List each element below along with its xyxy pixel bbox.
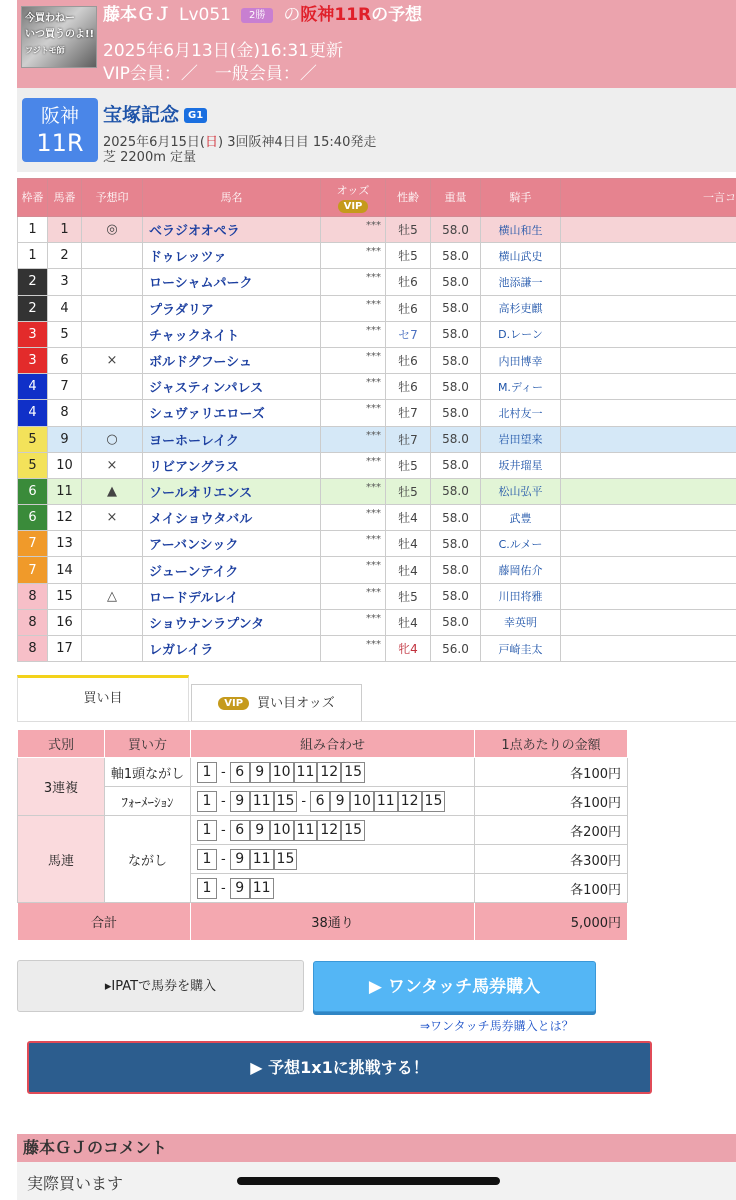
- odds-cell: ***: [321, 217, 386, 243]
- jockey-link[interactable]: 内田博幸: [481, 347, 561, 373]
- combo-number: 1: [197, 820, 217, 841]
- weight-cell: 58.0: [431, 478, 481, 504]
- horse-row: [18, 426, 736, 452]
- col-bet-amount: 1点あたりの金額: [475, 730, 628, 758]
- horse-number-cell: 9: [48, 426, 82, 452]
- combo-number: 15: [422, 791, 446, 812]
- combo-group: [310, 791, 445, 812]
- horse-row: [18, 636, 736, 662]
- comment-cell: [561, 636, 736, 662]
- combo-number: 9: [230, 849, 250, 870]
- race-highlight: 阪神11R: [300, 5, 372, 25]
- combo-number: 6: [230, 820, 250, 841]
- combo-number: 10: [350, 791, 374, 812]
- horse-number-cell: 14: [48, 557, 82, 583]
- bet-combo-cell: [191, 874, 475, 903]
- bet-amount-cell: 各100円: [475, 874, 628, 903]
- odds-cell: ***: [321, 321, 386, 347]
- onetouch-help-link[interactable]: ⇒ワンタッチ馬券購入とは？: [420, 1019, 574, 1033]
- combo-separator: -: [221, 764, 226, 780]
- horse-row: [18, 478, 736, 504]
- odds-cell: ***: [321, 295, 386, 321]
- combo-group: [197, 791, 217, 812]
- sex-age-cell: 牡6: [386, 374, 431, 400]
- jockey-link[interactable]: 戸崎圭太: [481, 636, 561, 662]
- horse-row: [18, 531, 736, 557]
- bet-combo-cell: [191, 845, 475, 874]
- avatar-text-2: いつ買うのよ!!: [25, 29, 95, 40]
- title-tail: の予想: [371, 5, 423, 25]
- combo-number: 15: [274, 791, 298, 812]
- combo-group: [230, 820, 365, 841]
- comment-cell: [561, 243, 736, 269]
- weight-cell: 58.0: [431, 321, 481, 347]
- sex-age-cell: 牡5: [386, 583, 431, 609]
- horse-name-link[interactable]: ヨーホーレイク: [143, 426, 321, 452]
- total-amount: 5,000円: [475, 903, 628, 941]
- combo-separator: -: [221, 793, 226, 809]
- waku-cell: 8: [18, 583, 48, 609]
- ipat-purchase-button[interactable]: ▸IPATで馬券を購入: [17, 960, 304, 1012]
- jockey-link[interactable]: 川田将雅: [481, 583, 561, 609]
- bet-combo-cell: [191, 758, 475, 787]
- horse-name-link[interactable]: アーバンシック: [143, 531, 321, 557]
- mark-cell: ×: [82, 347, 143, 373]
- col-bet-type: 式別: [18, 730, 105, 758]
- combo-group: [230, 762, 365, 783]
- odds-cell: ***: [321, 557, 386, 583]
- odds-vip-badge: VIP: [338, 200, 369, 213]
- mark-cell: [82, 636, 143, 662]
- odds-cell: ***: [321, 636, 386, 662]
- horse-number-cell: 3: [48, 269, 82, 295]
- horse-table-header: [18, 179, 736, 217]
- combo-group: [230, 878, 274, 899]
- vip-badge: VIP: [218, 697, 249, 710]
- sex-age-cell: 牝4: [386, 636, 431, 662]
- col-sex-age: 性齢: [386, 179, 431, 217]
- horse-name-link[interactable]: ベラジオオペラ: [143, 217, 321, 243]
- horse-row: [18, 557, 736, 583]
- horse-number-cell: 1: [48, 217, 82, 243]
- jockey-link[interactable]: 横山和生: [481, 217, 561, 243]
- comment-cell: [561, 295, 736, 321]
- horse-name-link[interactable]: リビアングラス: [143, 452, 321, 478]
- horse-number-cell: 15: [48, 583, 82, 609]
- comment-cell: [561, 269, 736, 295]
- weight-cell: 58.0: [431, 374, 481, 400]
- total-label: 合計: [18, 903, 191, 941]
- combo-number: 1: [197, 762, 217, 783]
- waku-cell: 5: [18, 452, 48, 478]
- combo-number: 15: [274, 849, 298, 870]
- combo-group: [197, 762, 217, 783]
- horse-name-link[interactable]: ドゥレッツァ: [143, 243, 321, 269]
- combo-separator: -: [221, 851, 226, 867]
- mark-cell: △: [82, 583, 143, 609]
- odds-cell: ***: [321, 609, 386, 635]
- venue-name: 阪神: [40, 105, 79, 127]
- odds-cell: ***: [321, 583, 386, 609]
- combo-number: 9: [250, 762, 270, 783]
- sex-age-cell: 牡4: [386, 557, 431, 583]
- horse-row: [18, 400, 736, 426]
- comment-cell: [561, 217, 736, 243]
- comment-cell: [561, 531, 736, 557]
- combo-separator: -: [221, 880, 226, 896]
- bet-amount-cell: 各200円: [475, 816, 628, 845]
- race-date-suffix: ) 3回阪神4日目 15:40発走: [218, 135, 377, 150]
- mark-cell: ×: [82, 452, 143, 478]
- horse-number-cell: 11: [48, 478, 82, 504]
- grade-badge: G1: [184, 108, 207, 123]
- bet-amount-cell: 各100円: [475, 758, 628, 787]
- odds-cell: ***: [321, 426, 386, 452]
- sex-age-cell: 牡7: [386, 426, 431, 452]
- odds-cell: ***: [321, 478, 386, 504]
- bets-table-body: [18, 758, 628, 941]
- horse-number-cell: 17: [48, 636, 82, 662]
- horse-name-link[interactable]: ボルドグフーシュ: [143, 347, 321, 373]
- waku-cell: 8: [18, 636, 48, 662]
- weight-cell: 58.0: [431, 452, 481, 478]
- sex-age-cell: 牡4: [386, 609, 431, 635]
- wins-badge: 2勝: [241, 8, 273, 23]
- combo-number: 11: [374, 791, 398, 812]
- col-comment: 一言コ: [561, 179, 736, 217]
- col-weight: 重量: [431, 179, 481, 217]
- jockey-link[interactable]: M.ディー: [481, 374, 561, 400]
- bets-table: [17, 729, 628, 941]
- col-jockey: 騎手: [481, 179, 561, 217]
- horse-row: [18, 374, 736, 400]
- bet-amount-cell: 各300円: [475, 845, 628, 874]
- combo-number: 6: [230, 762, 250, 783]
- combo-number: 12: [317, 762, 341, 783]
- col-bet-combo: 組み合わせ: [191, 730, 475, 758]
- jockey-link[interactable]: 高杉吏麒: [481, 295, 561, 321]
- waku-cell: 1: [18, 243, 48, 269]
- comment-cell: [561, 452, 736, 478]
- horse-table: [17, 178, 736, 662]
- sex-age-cell: 牡5: [386, 217, 431, 243]
- combo-number: 9: [250, 820, 270, 841]
- race-conditions: 芝 2200m 定量: [103, 150, 197, 165]
- jockey-link[interactable]: C.ルメー: [481, 531, 561, 557]
- bet-combo-cell: [191, 816, 475, 845]
- mark-cell: [82, 557, 143, 583]
- mark-cell: [82, 243, 143, 269]
- weight-cell: 58.0: [431, 295, 481, 321]
- waku-cell: 1: [18, 217, 48, 243]
- horse-number-cell: 12: [48, 505, 82, 531]
- user-avatar[interactable]: [21, 6, 97, 68]
- horse-row: [18, 217, 736, 243]
- combo-number: 15: [341, 820, 365, 841]
- jockey-link[interactable]: 武豊: [481, 505, 561, 531]
- bet-type-cell: 3連複: [18, 758, 105, 816]
- odds-cell: ***: [321, 531, 386, 557]
- race-date-day: 日: [204, 135, 218, 150]
- header-title: [103, 4, 422, 26]
- bet-row: [18, 816, 628, 845]
- sex-age-cell: 牡5: [386, 243, 431, 269]
- col-odds: [321, 179, 386, 217]
- bet-type-cell: 馬連: [18, 816, 105, 903]
- avatar-text-1: 今買わねー: [25, 13, 75, 24]
- mark-cell: [82, 400, 143, 426]
- jockey-link[interactable]: 岩田望来: [481, 426, 561, 452]
- comment-cell: [561, 557, 736, 583]
- col-waku: 枠番: [18, 179, 48, 217]
- waku-cell: 3: [18, 347, 48, 373]
- combo-number: 11: [250, 878, 274, 899]
- mark-cell: [82, 531, 143, 557]
- combo-group: [197, 820, 217, 841]
- tab-buy-odds[interactable]: [191, 684, 362, 721]
- sex-age-cell: 牡6: [386, 347, 431, 373]
- horse-name-link[interactable]: ロードデルレイ: [143, 583, 321, 609]
- comment-cell: [561, 347, 736, 373]
- horse-row: [18, 321, 736, 347]
- comment-cell: [561, 505, 736, 531]
- horse-number-cell: 13: [48, 531, 82, 557]
- odds-cell: ***: [321, 452, 386, 478]
- sex-age-cell: 牡5: [386, 452, 431, 478]
- combo-number: 1: [197, 878, 217, 899]
- weight-cell: 56.0: [431, 636, 481, 662]
- header-no-text: の: [283, 5, 301, 25]
- waku-cell: 2: [18, 269, 48, 295]
- weight-cell: 58.0: [431, 243, 481, 269]
- horse-number-cell: 10: [48, 452, 82, 478]
- combo-group: [197, 878, 217, 899]
- mark-cell: ◎: [82, 217, 143, 243]
- comment-cell: [561, 426, 736, 452]
- mark-cell: ▲: [82, 478, 143, 504]
- horse-name-link[interactable]: チャックネイト: [143, 321, 321, 347]
- comment-cell: [561, 400, 736, 426]
- venue-badge: [22, 98, 98, 162]
- weight-cell: 58.0: [431, 609, 481, 635]
- combo-number: 9: [230, 878, 250, 899]
- combo-number: 12: [317, 820, 341, 841]
- odds-cell: ***: [321, 374, 386, 400]
- bet-method-cell: ながし: [105, 816, 191, 903]
- comment-title: 藤本ＧＪのコメント: [17, 1134, 736, 1162]
- waku-cell: 6: [18, 505, 48, 531]
- sex-age-cell: セ7: [386, 321, 431, 347]
- horse-name-link[interactable]: ソールオリエンス: [143, 478, 321, 504]
- horse-name-link[interactable]: レガレイラ: [143, 636, 321, 662]
- tab-buy[interactable]: 買い目: [17, 675, 189, 721]
- combo-separator: -: [301, 793, 307, 809]
- combo-number: 11: [250, 791, 274, 812]
- waku-cell: 2: [18, 295, 48, 321]
- mark-cell: [82, 374, 143, 400]
- total-count: 38通り: [191, 903, 475, 941]
- jockey-link[interactable]: 池添謙一: [481, 269, 561, 295]
- avatar-text-3: フジトモ師: [25, 46, 65, 55]
- horse-name-link[interactable]: シュヴァリエローズ: [143, 400, 321, 426]
- bets-table-header: [18, 730, 628, 758]
- weight-cell: 58.0: [431, 531, 481, 557]
- combo-number: 11: [250, 849, 274, 870]
- author-name-link[interactable]: 藤本ＧＪ: [103, 5, 171, 25]
- col-mark: 予想印: [82, 179, 143, 217]
- horse-row: [18, 583, 736, 609]
- horse-row: [18, 452, 736, 478]
- combo-number: 12: [398, 791, 422, 812]
- comment-cell: [561, 478, 736, 504]
- bet-amount-cell: 各100円: [475, 787, 628, 816]
- horse-number-cell: 5: [48, 321, 82, 347]
- mark-cell: ×: [82, 505, 143, 531]
- mark-cell: [82, 609, 143, 635]
- weight-cell: 58.0: [431, 217, 481, 243]
- waku-cell: 5: [18, 426, 48, 452]
- col-num: 馬番: [48, 179, 82, 217]
- bet-combo-cell: [191, 787, 475, 816]
- col-bet-method: 買い方: [105, 730, 191, 758]
- col-name: 馬名: [143, 179, 321, 217]
- waku-cell: 4: [18, 374, 48, 400]
- waku-cell: 3: [18, 321, 48, 347]
- combo-number: 11: [294, 820, 318, 841]
- combo-group: [197, 849, 217, 870]
- horse-row: [18, 269, 736, 295]
- sex-age-cell: 牡5: [386, 478, 431, 504]
- odds-cell: ***: [321, 243, 386, 269]
- horse-number-cell: 2: [48, 243, 82, 269]
- col-odds-label: オッズ: [336, 183, 370, 197]
- bet-row: [18, 758, 628, 787]
- combo-number: 9: [330, 791, 350, 812]
- challenge-button[interactable]: ▶ 予想1x1に挑戦する！: [27, 1041, 652, 1094]
- sex-age-cell: 牡7: [386, 400, 431, 426]
- home-indicator[interactable]: [237, 1177, 500, 1185]
- odds-cell: ***: [321, 400, 386, 426]
- jockey-link[interactable]: 藤岡佑介: [481, 557, 561, 583]
- comment-cell: [561, 583, 736, 609]
- weight-cell: 58.0: [431, 583, 481, 609]
- combo-group: [230, 849, 298, 870]
- bet-row: [18, 787, 628, 816]
- waku-cell: 8: [18, 609, 48, 635]
- comment-cell: [561, 609, 736, 635]
- waku-cell: 7: [18, 557, 48, 583]
- updated-timestamp: 2025年6月13日(金)16:31更新: [103, 41, 343, 61]
- comment-cell: [561, 374, 736, 400]
- horse-name-link[interactable]: ショウナンラプンタ: [143, 609, 321, 635]
- bet-method-cell: 軸1頭ながし: [105, 758, 191, 787]
- race-name: [103, 100, 207, 127]
- onetouch-purchase-button[interactable]: ▶ ワンタッチ馬券購入: [313, 961, 596, 1012]
- horse-number-cell: 4: [48, 295, 82, 321]
- comment-cell: [561, 321, 736, 347]
- combo-number: 6: [310, 791, 330, 812]
- horse-name-link[interactable]: メイショウタバル: [143, 505, 321, 531]
- horse-name-link[interactable]: ジューンテイク: [143, 557, 321, 583]
- mark-cell: ○: [82, 426, 143, 452]
- combo-group: [230, 791, 298, 812]
- weight-cell: 58.0: [431, 347, 481, 373]
- sex-age-cell: 牡4: [386, 531, 431, 557]
- odds-cell: ***: [321, 269, 386, 295]
- odds-cell: ***: [321, 347, 386, 373]
- horse-row: [18, 295, 736, 321]
- waku-cell: 7: [18, 531, 48, 557]
- bet-total-row: [18, 903, 628, 941]
- combo-number: 1: [197, 849, 217, 870]
- horse-number-cell: 6: [48, 347, 82, 373]
- race-number: 11R: [36, 129, 84, 157]
- jockey-link[interactable]: D.レーン: [481, 321, 561, 347]
- horse-row: [18, 609, 736, 635]
- race-name-text: 宝塚記念: [103, 104, 180, 126]
- weight-cell: 58.0: [431, 557, 481, 583]
- tab-buy-odds-label: 買い目オッズ: [257, 696, 335, 711]
- mark-cell: [82, 269, 143, 295]
- horse-row: [18, 505, 736, 531]
- jockey-link[interactable]: 横山武史: [481, 243, 561, 269]
- horse-name-link[interactable]: プラダリア: [143, 295, 321, 321]
- horse-name-link[interactable]: ローシャムパーク: [143, 269, 321, 295]
- sex-age-cell: 牡6: [386, 295, 431, 321]
- combo-separator: -: [221, 822, 226, 838]
- membership-info: VIP会員：／ 一般会員：／: [103, 64, 317, 84]
- waku-cell: 4: [18, 400, 48, 426]
- sex-age-cell: 牡4: [386, 505, 431, 531]
- jockey-link[interactable]: 幸英明: [481, 609, 561, 635]
- mark-cell: [82, 295, 143, 321]
- horse-row: [18, 243, 736, 269]
- combo-number: 15: [341, 762, 365, 783]
- weight-cell: 58.0: [431, 426, 481, 452]
- mark-cell: [82, 321, 143, 347]
- horse-number-cell: 7: [48, 374, 82, 400]
- horse-name-link[interactable]: ジャスティンパレス: [143, 374, 321, 400]
- weight-cell: 58.0: [431, 269, 481, 295]
- combo-number: 10: [270, 820, 294, 841]
- combo-number: 1: [197, 791, 217, 812]
- combo-number: 9: [230, 791, 250, 812]
- tab-divider: [17, 721, 736, 722]
- weight-cell: 58.0: [431, 505, 481, 531]
- waku-cell: 6: [18, 478, 48, 504]
- weight-cell: 58.0: [431, 400, 481, 426]
- odds-cell: ***: [321, 505, 386, 531]
- author-level: Lv051: [179, 5, 231, 25]
- horse-row: [18, 347, 736, 373]
- race-date-prefix: 2025年6月15日(: [103, 135, 205, 150]
- combo-number: 10: [270, 762, 294, 783]
- jockey-link[interactable]: 坂井瑠星: [481, 452, 561, 478]
- jockey-link[interactable]: 松山弘平: [481, 478, 561, 504]
- sex-age-cell: 牡6: [386, 269, 431, 295]
- horse-number-cell: 8: [48, 400, 82, 426]
- bet-method-cell: ﾌｫｰﾒｰｼｮﾝ: [105, 787, 191, 816]
- comment-body: 実際買います: [17, 1162, 736, 1200]
- horse-table-body: [18, 217, 736, 662]
- jockey-link[interactable]: 北村友一: [481, 400, 561, 426]
- combo-number: 11: [294, 762, 318, 783]
- horse-number-cell: 16: [48, 609, 82, 635]
